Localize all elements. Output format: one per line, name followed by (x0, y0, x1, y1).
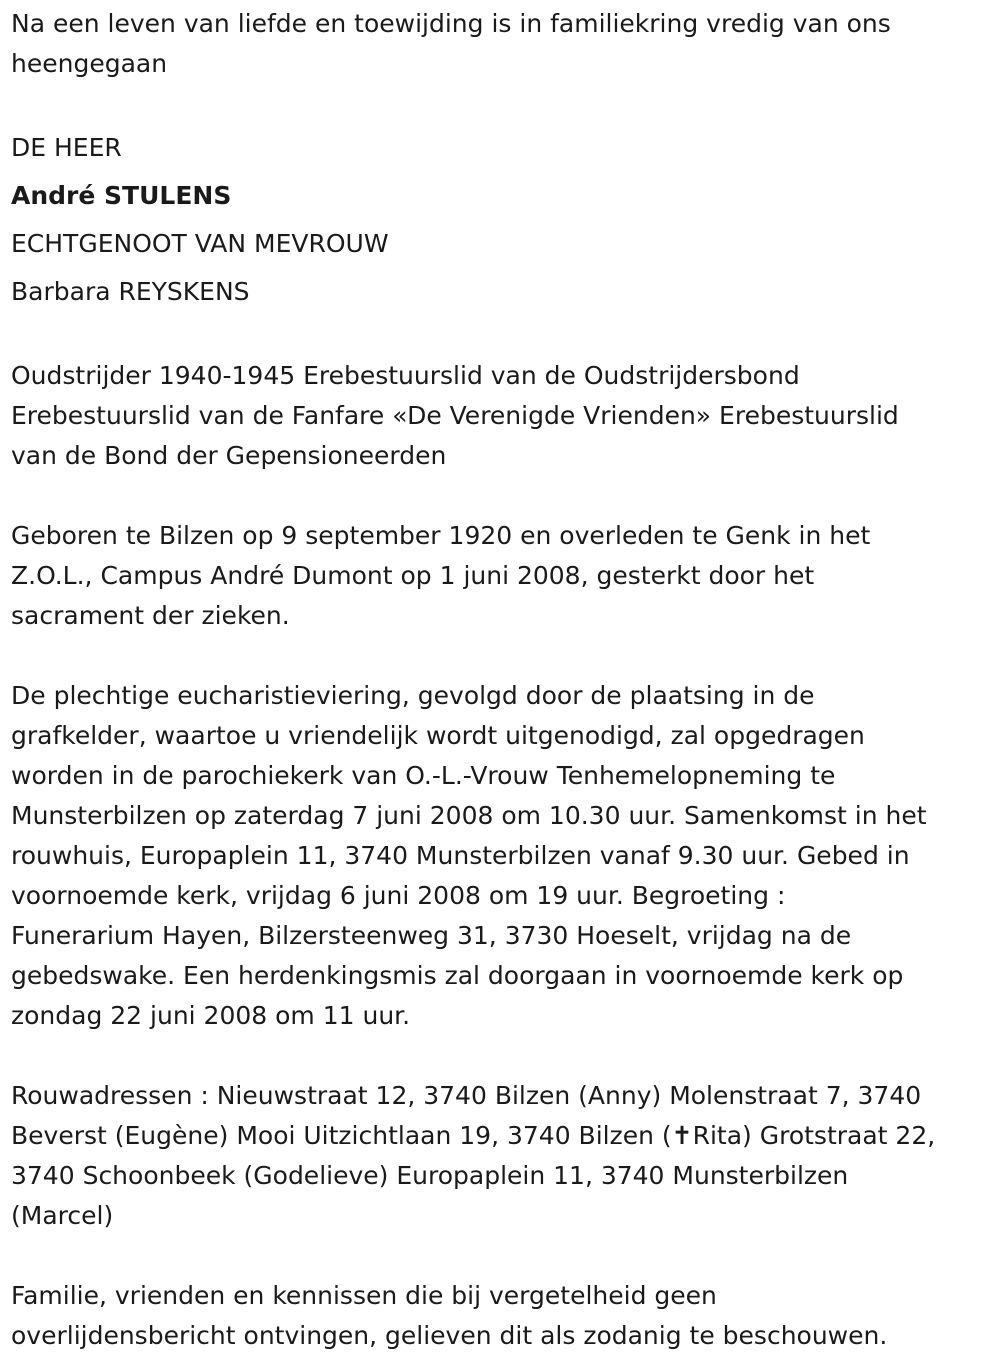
spouse-prefix: ECHTGENOOT VAN MEVROUW (11, 229, 389, 258)
spouse-name: Barbara REYSKENS (11, 277, 250, 306)
spacer (11, 476, 980, 516)
closing-text: Familie, vrienden en kennissen die bij vergetelheid geen overlijdensbericht ontvingen, gelieven dit als zodanig te beschouwen. (11, 1281, 888, 1350)
ceremony-text: De plechtige eucharistieviering, gevolgd door de plaatsing in de grafkelder, waartoe u vriendelijk wordt uitgenodigd, zal opgedragen worden in de parochiekerk van O.-L.-Vrouw Tenhemelopneming te Munsterbilzen op zaterdag 7 juni 2008 om 10.30 uur. Samenkomst in het rouwhuis, Europaplein 11, 3740 Munsterbilzen vanaf 9.30 uur. Gebed in voornoemde kerk, vrijdag 6 juni 2008 om 19 uur. Begroeting : Funerarium Hayen, Bilzersteenweg 31, 3730 Hoeselt, vrijdag na de gebedswake. Een herdenkingsmis zal doorgaan in voornoemde kerk op zondag 22 juni 2008 om 11 uur. (11, 681, 927, 1030)
spacer (11, 1236, 980, 1276)
honors-text: Oudstrijder 1940-1945 Erebestuurslid van de Oudstrijdersbond Erebestuurslid van de Fanfare «De Verenigde Vrienden» Erebestuurslid van de Bond der Gepensioneerden (11, 361, 899, 470)
spacer (11, 1036, 980, 1076)
deceased-name: André STULENS (11, 181, 232, 210)
title-prefix: DE HEER (11, 133, 122, 162)
addresses-text: Rouwadressen : Nieuwstraat 12, 3740 Bilzen (Anny) Molenstraat 7, 3740 Beverst (Eugène) Mooi Uitzichtlaan 19, 3740 Bilzen (✝Rita) Grotstraat 22, 3740 Schoonbeek (Godelieve) Europaplein 11, 3740 Munsterbilzen (Marcel) (11, 1081, 936, 1230)
spacer (11, 636, 980, 676)
intro-text: Na een leven van liefde en toewijding is in familiekring vredig van ons heengegaan (11, 9, 891, 78)
spacer (11, 84, 980, 124)
birth-death-text: Geboren te Bilzen op 9 september 1920 en overleden te Genk in het Z.O.L., Campus André Dumont op 1 juni 2008, gesterkt door het sacrament der zieken. (11, 521, 871, 630)
spacer (11, 316, 980, 356)
